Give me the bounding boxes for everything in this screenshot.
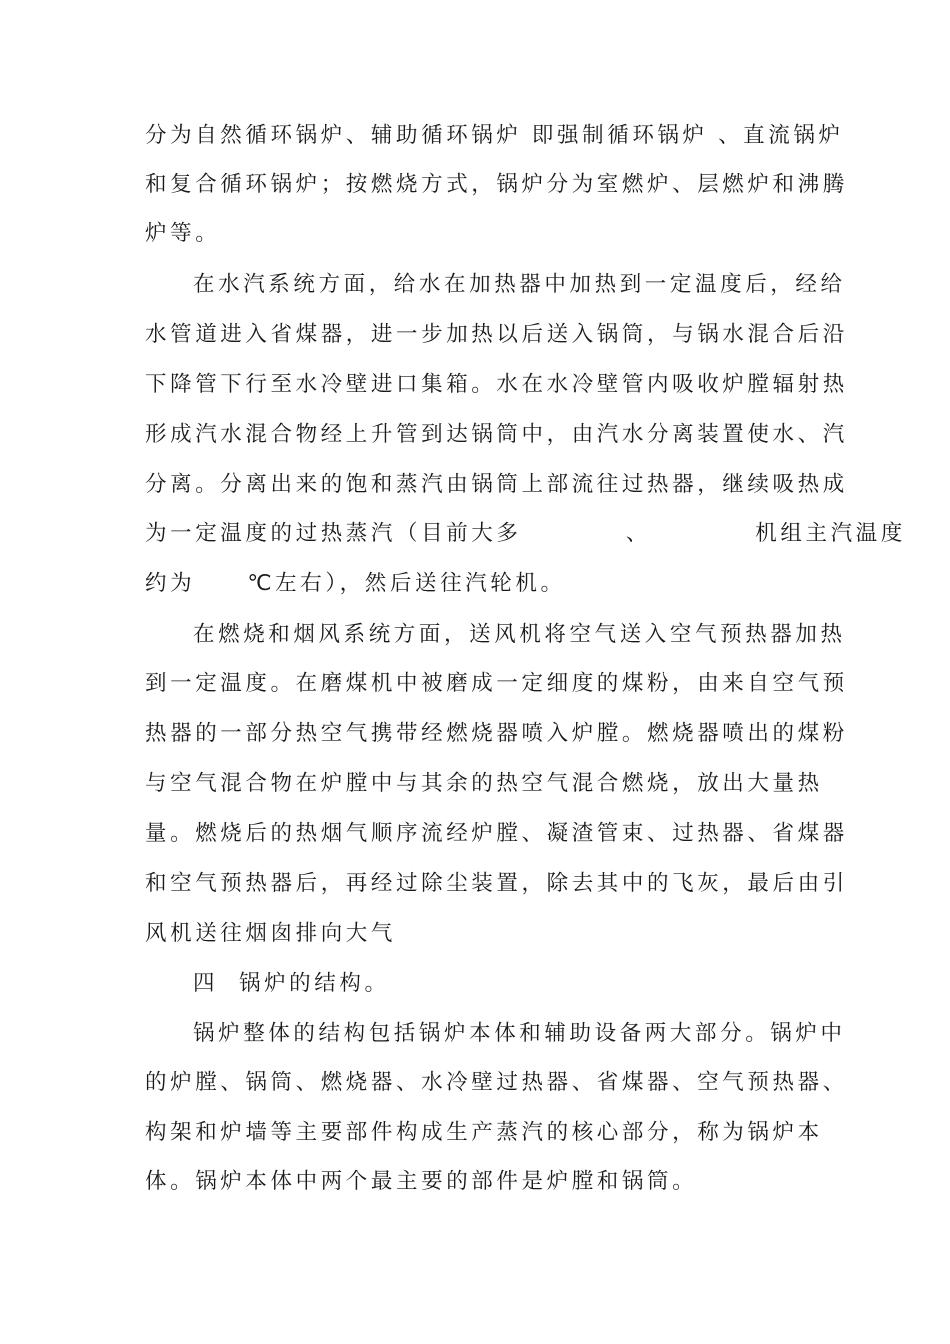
- text-line: 与空气混合物在炉膛中与其余的热空气混合燃烧，放出大量热: [145, 771, 823, 796]
- text-line: 和空气预热器后，再经过除尘装置，除去其中的飞灰，最后由引: [145, 871, 848, 896]
- paragraph-first-line: 在燃烧和烟风系统方面，送风机将空气送入空气预热器加热: [193, 622, 846, 647]
- text-line: 的炉膛、锅筒、燃烧器、水冷壁过热器、省煤器、空气预热器、: [145, 1070, 848, 1095]
- text-line: 到一定温度。在磨煤机中被磨成一定细度的煤粉，由来自空气预: [145, 671, 848, 696]
- text-line: 炉等。: [145, 221, 221, 246]
- text-line: 分离。分离出来的饱和蒸汽由锅筒上部流往过热器，继续吸热成: [145, 472, 848, 497]
- text-line: 形成汽水混合物经上升管到达锅筒中，由汽水分离装置使水、汽: [145, 422, 848, 447]
- paragraph-first-line: 在水汽系统方面，给水在加热器中加热到一定温度后，经给: [193, 272, 846, 297]
- text-line: 热器的一部分热空气携带经燃烧器喷入炉膛。燃烧器喷出的煤粉: [145, 721, 848, 746]
- text-line: 为一定温度的过热蒸汽（目前大多 、 机组主汽温度: [145, 521, 906, 546]
- paragraph-first-line: 锅炉整体的结构包括锅炉本体和辅助设备两大部分。锅炉中: [193, 1021, 846, 1046]
- text-line: 约为 ℃左右），然后送往汽轮机。: [145, 571, 566, 596]
- text-line: 和复合循环锅炉；按燃烧方式，锅炉分为室燃炉、层燃炉和沸腾: [145, 172, 848, 197]
- text-line: 分为自然循环锅炉、辅助循环锅炉 即强制循环锅炉 、直流锅炉: [145, 123, 844, 148]
- text-line: 体。锅炉本体中两个最主要的部件是炉膛和锅筒。: [145, 1169, 698, 1194]
- section-heading: 四 锅炉的结构。: [193, 971, 390, 996]
- text-line: 水管道进入省煤器，进一步加热以后送入锅筒，与锅水混合后沿: [145, 322, 848, 347]
- text-line: 风机送往烟囱排向大气: [145, 921, 397, 946]
- text-line: 构架和炉墙等主要部件构成生产蒸汽的核心部分，称为锅炉本: [145, 1120, 823, 1145]
- text-line: 下降管下行至水冷壁进口集箱。水在水冷壁管内吸收炉膛辐射热: [145, 372, 848, 397]
- text-line: 量。燃烧后的热烟气顺序流经炉膛、凝渣管束、过热器、省煤器: [145, 821, 848, 846]
